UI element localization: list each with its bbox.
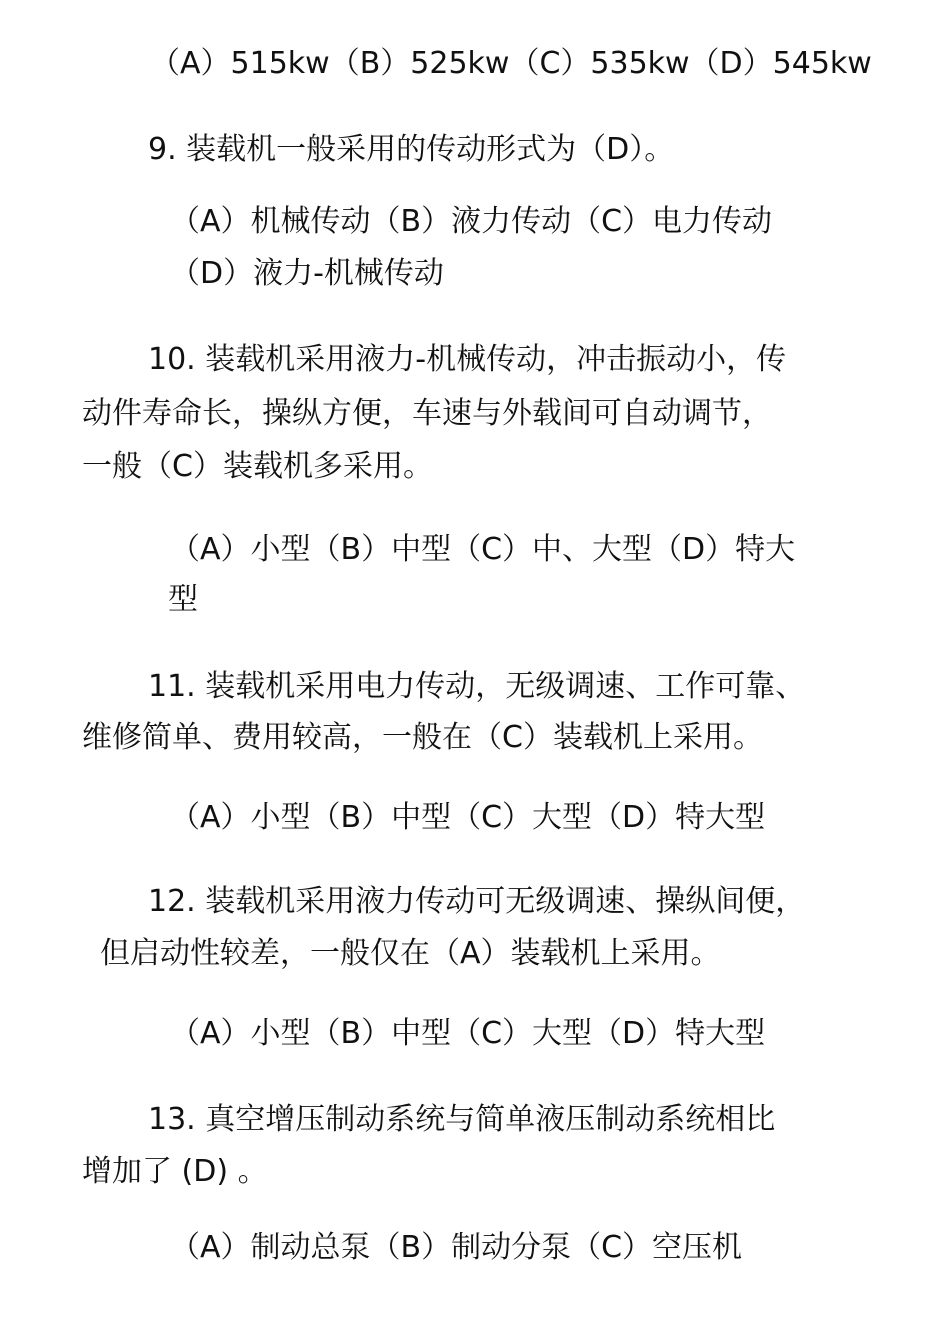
question-11-stem-line-2: 维修简单、费用较高，一般在（C）装载机上采用。 xyxy=(82,720,763,755)
question-12-stem-line-1: 12. 装载机采用液力传动可无级调速、操纵间便， xyxy=(148,884,806,919)
question-12-options-line-1: （A）小型（B）中型（C）大型（D）特大型 xyxy=(170,1016,766,1051)
question-10-stem-line-2: 动件寿命长，操纵方便，车速与外载间可自动调节， xyxy=(82,396,772,431)
question-13-stem-line-2: 增加了 (D) 。 xyxy=(82,1154,268,1189)
question-10-stem-line-3: 一般（C）装载机多采用。 xyxy=(82,449,433,484)
question-12-stem-line-2: 但启动性较差，一般仅在（A）装载机上采用。 xyxy=(100,936,721,971)
question-8-options-line-1: （A）515kw（B）525kw（C）535kw（D）545kw xyxy=(150,46,872,81)
question-9-stem: 9. 装载机一般采用的传动形式为（D）。 xyxy=(148,132,675,167)
question-10-options-line-2: 型 xyxy=(168,582,198,617)
question-13-stem-line-1: 13. 真空增压制动系统与简单液压制动系统相比 xyxy=(148,1102,776,1137)
question-11-stem-line-1: 11. 装载机采用电力传动，无级调速、工作可靠、 xyxy=(148,669,806,704)
question-10-options-line-1: （A）小型（B）中型（C）中、大型（D）特大 xyxy=(170,532,796,567)
question-10-stem-line-1: 10. 装载机采用液力-机械传动，冲击振动小，传 xyxy=(148,342,787,377)
question-9-options-line-2: （D）液力-机械传动 xyxy=(170,256,444,291)
question-11-options-line-1: （A）小型（B）中型（C）大型（D）特大型 xyxy=(170,800,766,835)
question-13-options-line-1: （A）制动总泵（B）制动分泵（C）空压机 xyxy=(170,1230,743,1265)
question-9-options-line-1: （A）机械传动（B）液力传动（C）电力传动 xyxy=(170,204,773,239)
